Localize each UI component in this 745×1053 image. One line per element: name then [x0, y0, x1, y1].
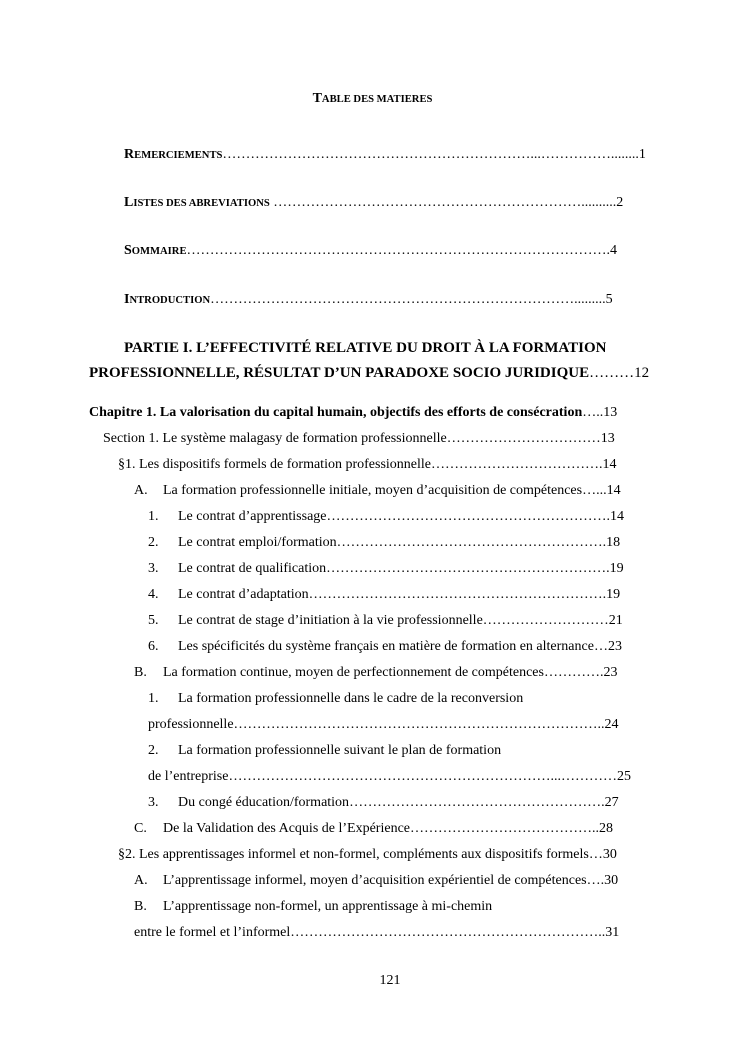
toc-sub-2b-line1[interactable]: B. L’apprentissage non-formel, un apprentissage à mi-chemin [134, 899, 493, 914]
page-number: 121 [379, 973, 401, 988]
partie-heading-line2[interactable]: PROFESSIONNELLE, RÉSULTAT D’UN PARADOXE SOCIO JURIDIQUE………12 [89, 365, 650, 381]
partie-heading-line1[interactable]: PARTIE I. L’EFFECTIVITÉ RELATIVE DU DROIT À LA FORMATION [124, 340, 607, 356]
toc-item-4[interactable]: 4. Le contrat d’adaptation……………………………………………………….19 [148, 587, 621, 602]
toc-section-1[interactable]: Section 1. Le système malagasy de formation professionnelle……………………………13 [103, 431, 615, 446]
toc-item-b2-line1[interactable]: 2. La formation professionnelle suivant le plan de formation [148, 743, 502, 758]
toc-item-6[interactable]: 6. Les spécificités du système français en matière de formation en alternance…23 [148, 639, 622, 654]
toc-sub-2b-line2[interactable]: entre le formel et l’informel…………………………………………………………..31 [134, 925, 620, 940]
toc-item-1[interactable]: 1. Le contrat d’apprentissage…………………………………………………….14 [148, 509, 624, 524]
toc-paragraph-1[interactable]: §1. Les dispositifs formels de formation professionnelle……………………………….14 [118, 457, 617, 472]
page-title: TABLE DES MATIERES [312, 91, 433, 106]
toc-item-2[interactable]: 2. Le contrat emploi/formation………………………………………………….18 [148, 535, 621, 550]
toc-item-b2-line2[interactable]: de l’entreprise……………………………………………………………...…………25 [148, 769, 631, 784]
toc-item-b3[interactable]: 3. Du congé éducation/formation……………………………………………….27 [148, 795, 619, 810]
toc-item-5[interactable]: 5. Le contrat de stage d’initiation à la vie professionnelle………………………21 [148, 613, 623, 628]
toc-entry-sommaire[interactable]: SOMMAIRE……………………………………………………………………………….4 [124, 243, 618, 258]
toc-item-3[interactable]: 3. Le contrat de qualification…………………………………………………….19 [148, 561, 624, 576]
toc-sub-2a[interactable]: A. L’apprentissage informel, moyen d’acquisition expérientiel de compétences….30 [134, 873, 619, 888]
toc-item-b1-line2[interactable]: professionnelle……………………………………………………………………..24 [148, 717, 619, 732]
toc-entry-remerciements[interactable]: REMERCIEMENTS…………………………………………………………...……………........1 [124, 147, 646, 162]
toc-sub-a[interactable]: A. La formation professionnelle initiale, moyen d’acquisition de compétences…...14 [134, 483, 621, 498]
toc-chapter-1[interactable]: Chapitre 1. La valorisation du capital humain, objectifs des efforts de consécration…..13 [89, 405, 618, 420]
toc-entry-abreviations[interactable]: LISTES DES ABREVIATIONS …………………………………………………………..........2 [124, 195, 624, 210]
toc-sub-c[interactable]: C. De la Validation des Acquis de l’Expérience…………………………………..28 [134, 821, 613, 836]
toc-item-b1-line1[interactable]: 1. La formation professionnelle dans le cadre de la reconversion [148, 691, 524, 706]
toc-entry-introduction[interactable]: INTRODUCTION…………………………………………………………………….........5 [124, 292, 613, 307]
toc-paragraph-2[interactable]: §2. Les apprentissages informel et non-formel, compléments aux dispositifs formels…30 [118, 847, 617, 862]
toc-sub-b[interactable]: B. La formation continue, moyen de perfectionnement de compétences………….23 [134, 665, 618, 680]
